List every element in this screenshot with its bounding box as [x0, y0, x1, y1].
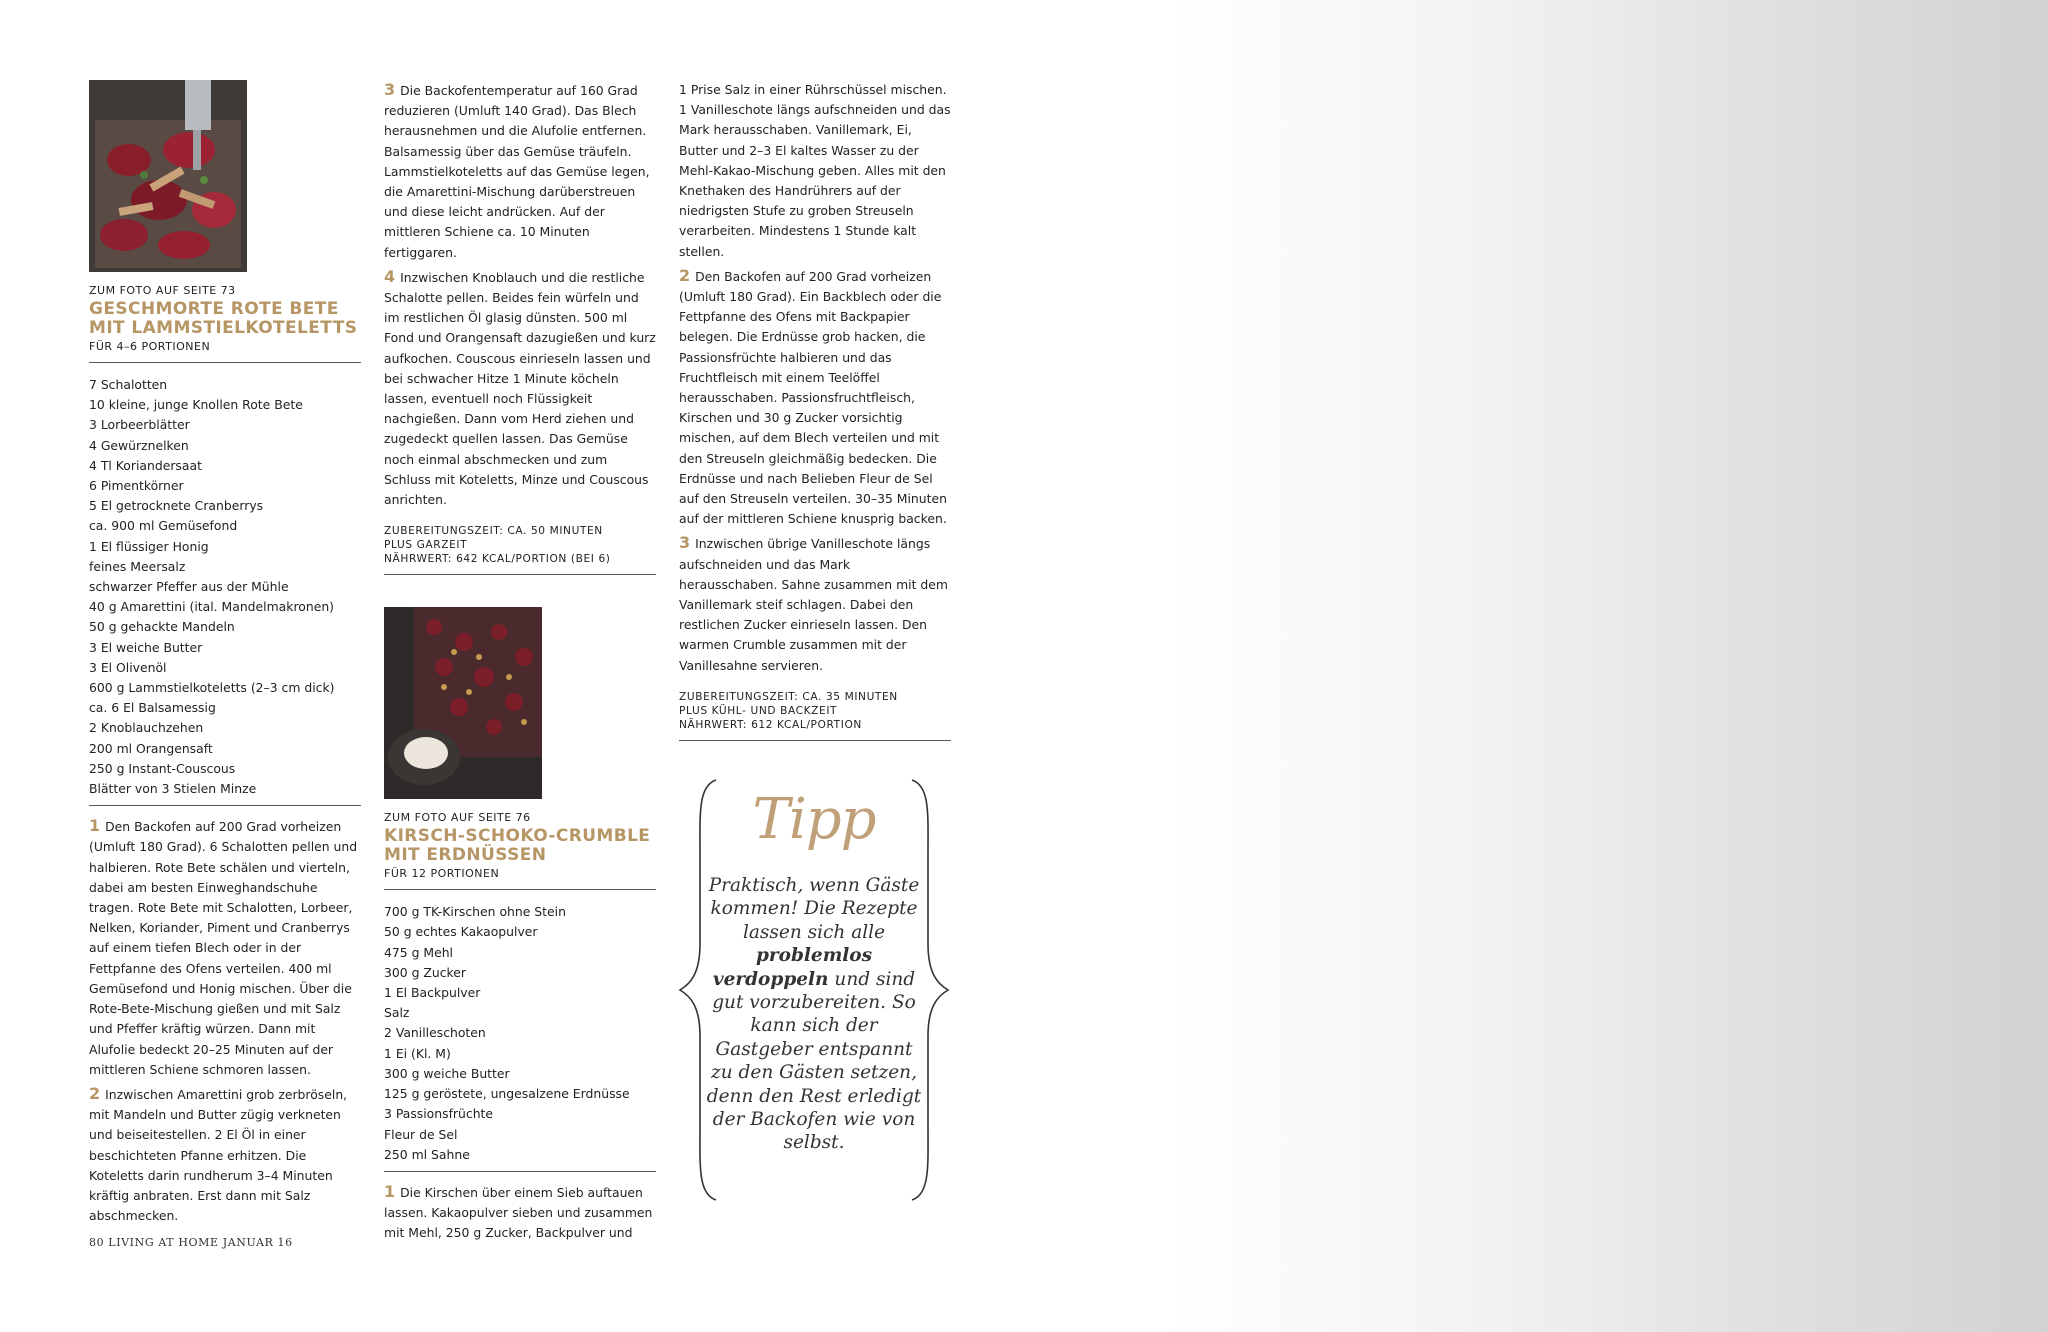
step-text: Die Backofentemperatur auf 160 Grad reduzieren (Umluft 140 Grad). Das Blech herausnehmen und die Alufolie entfernen. Balsamessig über das Gemüse träufeln. Lammstielkoteletts auf das Gemüse legen, die Amarettini-Mischung darüberstreuen und diese leicht andrücken. Auf der mittleren Schiene ca. 10 Minuten fertiggaren.	[384, 83, 650, 260]
step-text: Den Backofen auf 200 Grad vorheizen (Umluft 180 Grad). Ein Backblech oder die Fettpfanne des Ofens mit Backpapier belegen. Die Erdnüsse grob hacken, die Passionsfrüchte halbieren und das Fruchtfleisch mit einem Teelöffel herausschaben. Passionsfruchtfleisch, Kirschen und 30 g Zucker vorsichtig mischen, auf dem Blech verteilen und mit den Streuseln gleichmäßig bedecken. Die Erdnüsse und nach Belieben Fleur de Sel auf den Streuseln verteilen. 30–35 Minuten auf der mittleren Schiene knusprig backen.	[679, 268, 947, 527]
step-number: 2	[679, 265, 691, 285]
step-number: 2	[89, 1083, 101, 1103]
recipe1-steps-part2	[384, 80, 656, 510]
step-number: 1	[384, 1181, 396, 1201]
ingredient-item: ca. 900 ml Gemüsefond	[89, 518, 238, 534]
ingredient-item: 300 g Zucker	[384, 964, 466, 980]
recipe1-meta	[384, 514, 656, 575]
ingredient-item: schwarzer Pfeffer aus der Mühle	[89, 579, 289, 595]
ingredient-item: 250 g Instant-Couscous	[89, 760, 236, 776]
recipe1-title-line2: MIT LAMMSTIELKOTELETTS	[89, 318, 358, 338]
ingredient-item: Fleur de Sel	[384, 1126, 458, 1142]
ingredient-item: 1 El Backpulver	[384, 985, 481, 1001]
ingredient-item: 1 Ei (Kl. M)	[384, 1045, 451, 1061]
recipe2-step-1	[384, 1182, 656, 1244]
step-text: Den Backofen auf 200 Grad vorheizen (Umluft 180 Grad). 6 Schalotten pellen und halbieren. Rote Bete schälen und vierteln, dabei am besten Einweghandschuhe tragen. Rote Bete mit Schalotten, Lorbeer, Nelken, Koriander, Piment und Cranberrys auf einem tiefen Blech oder in der Fettpfanne des Ofens verteilen. 400 ml Gemüsefond und Honig mischen. Über die Rote-Bete-Mischung gießen und mit Salz und Pfeffer kräftig würzen. Dann mit Alufolie bedeckt 20–25 Minuten auf der mittleren Schiene schmoren lassen.	[89, 819, 358, 1077]
ingredient-item: 3 El Olivenöl	[89, 659, 167, 675]
step-3	[384, 80, 656, 263]
step-text: Inzwischen übrige Vanilleschote längs aufschneiden und das Mark herausschaben. Sahne zusammen mit dem Vanillemark steif schlagen. Dabei den restlichen Zucker einrieseln lassen. Den warmen Crumble zusammen mit der Vanillesahne servieren.	[679, 536, 948, 673]
recipe2-extra-time: PLUS KÜHL- UND BACKZEIT	[679, 704, 838, 717]
ingredient-item: 3 Lorbeerblätter	[89, 417, 190, 433]
ingredient-item: 600 g Lammstielkoteletts (2–3 cm dick)	[89, 680, 335, 696]
recipe2-photo	[384, 607, 542, 799]
ingredient-item: 300 g weiche Butter	[384, 1065, 510, 1081]
tip-text	[706, 874, 922, 1155]
column-2	[384, 80, 656, 1248]
ingredient-item: 7 Schalotten	[89, 377, 168, 392]
recipe2-meta	[679, 680, 951, 741]
recipe1-prep-time: ZUBEREITUNGSZEIT: CA. 50 MINUTEN	[384, 525, 603, 538]
step-2	[679, 266, 951, 530]
recipe1-title	[89, 300, 361, 338]
tip-text-before: Praktisch, wenn Gäste kommen! Die Rezepte lassen sich alle	[708, 875, 920, 943]
ingredient-item: Salz	[384, 1005, 410, 1021]
ingredient-item: 3 El weiche Butter	[89, 639, 203, 655]
ingredient-item: 2 Vanilleschoten	[384, 1025, 486, 1041]
ingredient-item: 50 g echtes Kakaopulver	[384, 924, 538, 940]
ingredient-item: 700 g TK-Kirschen ohne Stein	[384, 904, 566, 920]
step-number: 3	[384, 80, 396, 99]
ingredient-item: ca. 6 El Balsamessig	[89, 700, 216, 716]
step-number: 4	[384, 266, 396, 286]
column-1	[89, 80, 361, 1230]
recipe2-title-line1: KIRSCH-SCHOKO-CRUMBLE	[384, 826, 651, 847]
recipe2-portions: FÜR 12 PORTIONEN	[384, 867, 656, 890]
ingredient-item: 2 Knoblauchzehen	[89, 720, 204, 736]
ingredient-item: 4 Gewürznelken	[89, 437, 189, 453]
column-3	[679, 80, 951, 773]
page-footer: 80 LIVING AT HOME JANUAR 16	[89, 1236, 293, 1249]
step-3	[679, 533, 951, 675]
ingredient-item: 3 Passionsfrüchte	[384, 1106, 494, 1122]
recipe2-title	[384, 827, 656, 865]
recipe1-extra-time: PLUS GARZEIT	[384, 539, 468, 552]
recipe2-nutrition: NÄHRWERT: 612 KCAL/PORTION	[679, 718, 862, 731]
ingredient-item: 40 g Amarettini (ital. Mandelmakronen)	[89, 599, 335, 615]
recipe1-kicker: ZUM FOTO AUF SEITE 73	[89, 284, 236, 297]
ingredient-item: 6 Pimentkörner	[89, 478, 184, 494]
recipe1-nutrition: NÄHRWERT: 642 KCAL/PORTION (BEI 6)	[384, 553, 611, 566]
ingredient-item: 4 Tl Koriandersaat	[89, 457, 202, 473]
recipe2-ingredients	[384, 902, 656, 1172]
tip-text-after: und sind gut vorzubereiten. So kann sich der Gastgeber entspannt zu den Gästen setzen, denn den Rest erledigt der Backofen wie von selbst.	[706, 968, 922, 1154]
recipe1-portions: FÜR 4–6 PORTIONEN	[89, 340, 361, 363]
ingredient-item: feines Meersalz	[89, 558, 186, 574]
ingredient-item: 5 El getrocknete Cranberrys	[89, 498, 264, 514]
tip-box	[676, 774, 952, 1206]
recipe2-title-line2: MIT ERDNÜSSEN	[384, 845, 547, 866]
recipe1-steps-part1	[89, 816, 361, 1226]
tip-text-bold: problemlos verdoppeln	[712, 945, 873, 990]
recipe2-prep-time: ZUBEREITUNGSZEIT: CA. 35 MINUTEN	[679, 690, 898, 703]
ingredient-item: 10 kleine, junge Knollen Rote Bete	[89, 397, 303, 413]
recipe1-title-line1: GESCHMORTE ROTE BETE	[89, 299, 339, 319]
recipe2-kicker: ZUM FOTO AUF SEITE 76	[384, 811, 531, 825]
step-2	[89, 1084, 361, 1226]
recipe2-steps	[679, 266, 951, 676]
ingredient-item: Blätter von 3 Stielen Minze	[89, 781, 257, 797]
ingredient-item: 125 g geröstete, ungesalzene Erdnüsse	[384, 1086, 630, 1102]
step-number: 3	[679, 533, 691, 553]
ingredient-item: 475 g Mehl	[384, 944, 454, 960]
recipe1-photo	[89, 80, 247, 272]
recipe1-ingredients	[89, 375, 361, 806]
step-text: Die Kirschen über einem Sieb auftauen lassen. Kakaopulver sieben und zusammen mit Mehl, 250 g Zucker, Backpulver und	[384, 1184, 653, 1241]
step-1	[89, 816, 361, 1080]
ingredient-item: 50 g gehackte Mandeln	[89, 619, 235, 635]
ingredient-item: 200 ml Orangensaft	[89, 740, 213, 756]
ingredient-item: 250 ml Sahne	[384, 1146, 470, 1162]
step-text: Inzwischen Knoblauch und die restliche Schalotte pellen. Beides fein würfeln und im restlichen Öl glasig dünsten. 500 ml Fond und Orangensaft dazugießen und kurz aufkochen. Couscous einrieseln lassen und bei schwacher Hitze 1 Minute köcheln lassen, eventuell noch Flüssigkeit nachgießen. Dann vom Herd ziehen und zugedeckt quellen lassen. Das Gemüse noch einmal abschmecken und zum Schluss mit Koteletts, Minze und Couscous anrichten.	[384, 269, 656, 508]
ingredient-item: 1 El flüssiger Honig	[89, 538, 209, 554]
step-text: Inzwischen Amarettini grob zerbröseln, mit Mandeln und Butter zügig verkneten und beiseitestellen. 2 El Öl in einer beschichteten Pfanne erhitzen. Die Koteletts darin rundherum 3–4 Minuten kräftig anbraten. Erst dann mit Salz abschmecken.	[89, 1086, 348, 1224]
tip-title: Tipp	[752, 787, 876, 852]
step-number: 1	[89, 816, 101, 836]
step-4	[384, 267, 656, 510]
recipe2-step-1-continued: 1 Prise Salz in einer Rührschüssel mischen. 1 Vanilleschote längs aufschneiden und das Mark herausschaben. Vanillemark, Ei, Butter und 2–3 El kaltes Wasser zu der Mehl-Kakao-Mischung geben. Alles mit den Knethaken des Handrührers auf der niedrigsten Stufe zu groben Streuseln verarbeiten. Mindestens 1 Stunde kalt stellen.	[679, 82, 951, 259]
